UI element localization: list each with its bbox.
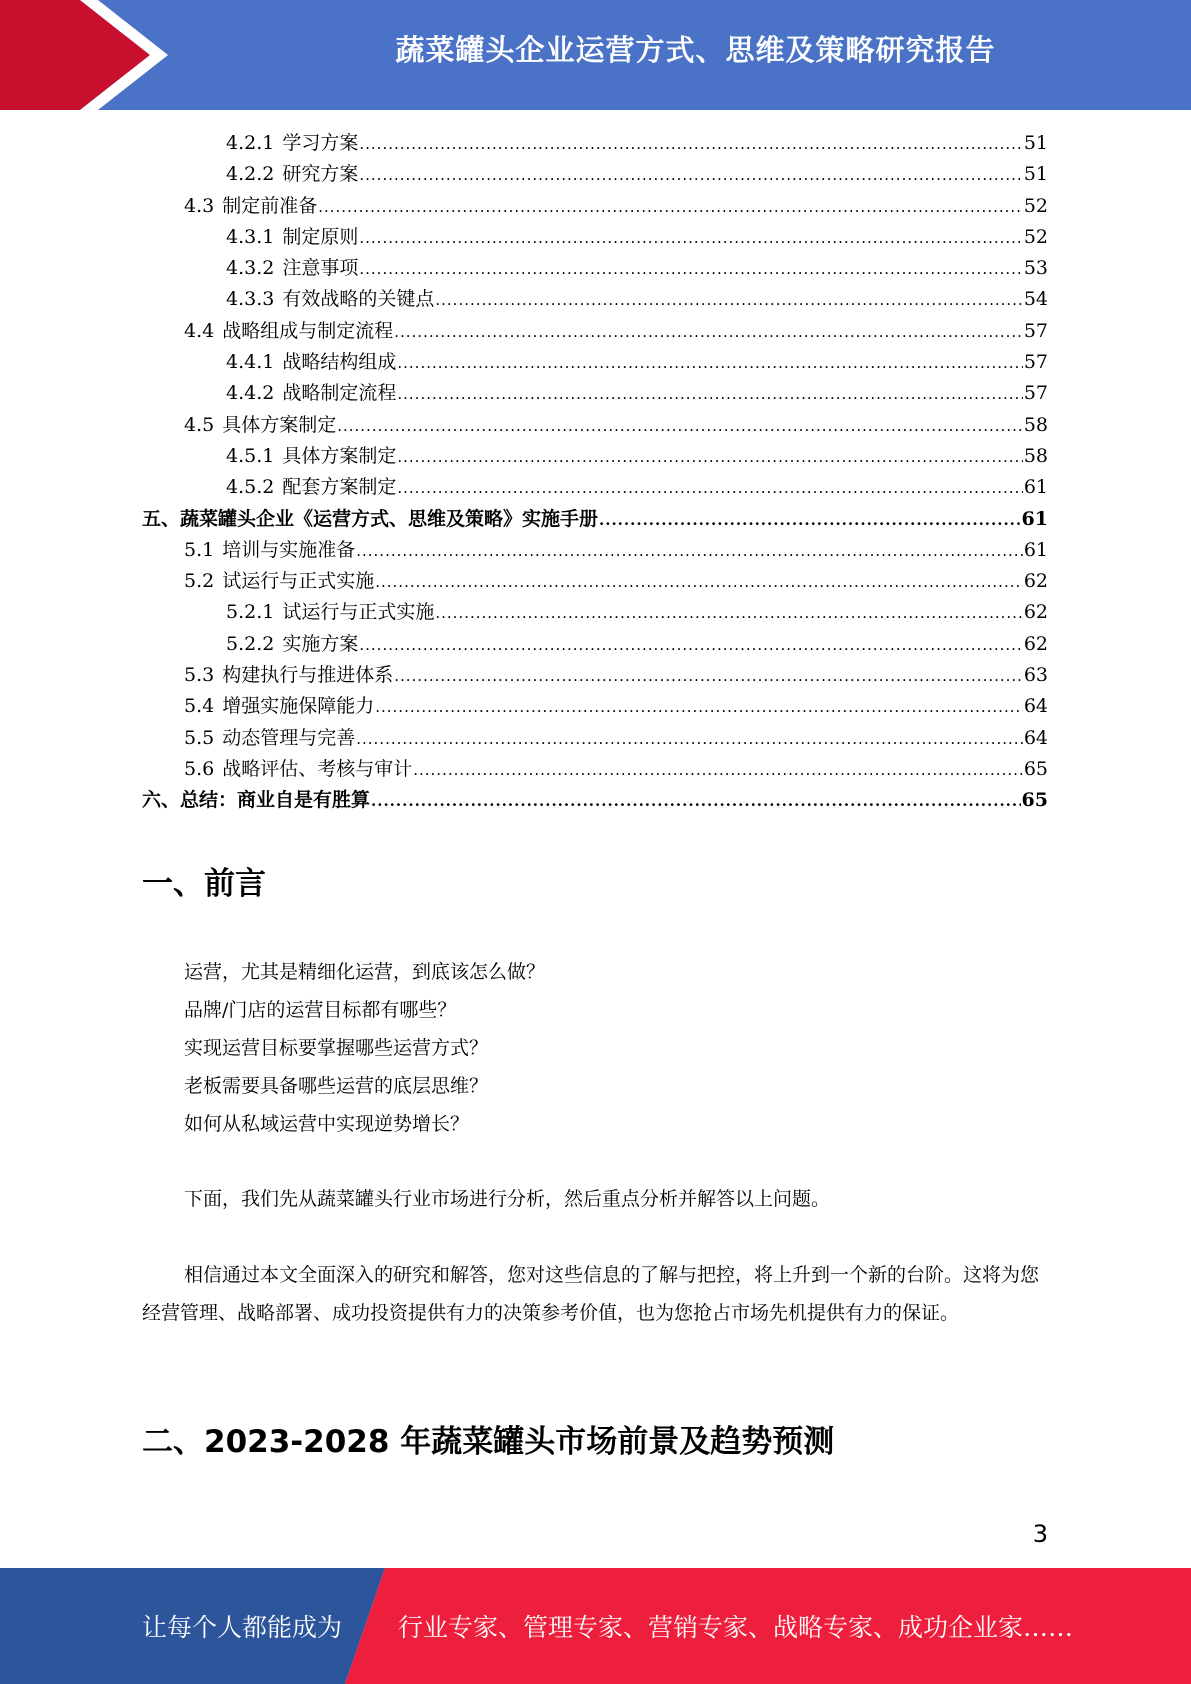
toc-entry[interactable]: [142, 723, 1048, 754]
toc-entry-number: 5.2.2: [226, 632, 275, 655]
toc-entry-page: 62: [1023, 601, 1048, 624]
toc-entry[interactable]: [142, 284, 1048, 315]
toc-entry[interactable]: [142, 378, 1048, 409]
toc-entry-title: 实施方案: [282, 632, 359, 655]
toc-entry[interactable]: [142, 191, 1048, 222]
question-line: 如何从私域运营中实现逆势增长？: [184, 1113, 470, 1135]
intro-paragraph: 下面，我们先从蔬菜罐头行业市场进行分析，然后重点分析并解答以上问题。: [184, 1188, 831, 1210]
toc-dot-leader: [359, 129, 1022, 160]
toc-entry[interactable]: [142, 253, 1048, 284]
toc-dot-leader: [435, 598, 1022, 629]
toc-entry-page: 57: [1023, 351, 1048, 374]
toc-dot-leader: [359, 254, 1022, 285]
toc-entry-page: 53: [1023, 257, 1048, 280]
toc-dot-leader: [359, 160, 1022, 191]
toc-entry-number: 4.4.1: [226, 351, 275, 374]
toc-dot-leader: [397, 379, 1022, 410]
toc-entry-title: 动态管理与完善: [222, 726, 356, 749]
toc-entry-title: 注意事项: [282, 257, 359, 280]
toc-dot-leader: [397, 348, 1022, 379]
toc-entry-title: 制定前准备: [222, 194, 318, 217]
toc-entry-title: 战略结构组成: [282, 351, 397, 374]
toc-entry-page: 64: [1023, 726, 1048, 749]
toc-entry-title: 试运行与正式实施: [222, 570, 375, 593]
toc-entry-title: 研究方案: [282, 163, 359, 186]
toc-dot-leader: [397, 442, 1022, 473]
toc-dot-leader: [394, 661, 1023, 692]
toc-entry-title: 具体方案制定: [222, 413, 337, 436]
toc-dot-leader: [359, 630, 1022, 661]
toc-entry[interactable]: [142, 566, 1048, 597]
toc-dot-leader: [394, 317, 1023, 348]
toc-entry-page: 64: [1023, 695, 1048, 718]
toc-entry-title: 有效战略的关键点: [282, 288, 435, 311]
toc-entry-number: 4.5.1: [226, 444, 275, 467]
toc-entry-number: 5.3: [184, 664, 215, 687]
toc-entry-page: 54: [1023, 288, 1048, 311]
toc-entry-page: 65: [1021, 789, 1048, 812]
toc-entry[interactable]: [142, 691, 1048, 722]
toc-entry[interactable]: [142, 785, 1048, 816]
toc-entry[interactable]: [142, 629, 1048, 660]
toc-entry[interactable]: [142, 535, 1048, 566]
table-of-contents: [142, 128, 1048, 817]
toc-dot-leader: [375, 567, 1023, 598]
report-title: 蔬菜罐头企业运营方式、思维及策略研究报告: [395, 33, 996, 67]
toc-entry-number: 4.3: [184, 194, 215, 217]
toc-dot-leader: [599, 505, 1021, 536]
toc-entry-title: 配套方案制定: [282, 476, 397, 499]
question-line: 品牌/门店的运营目标都有哪些？: [184, 999, 457, 1021]
toc-dot-leader: [435, 285, 1022, 316]
toc-dot-leader: [413, 755, 1023, 786]
toc-entry-title: 构建执行与推进体系: [222, 664, 394, 687]
toc-entry-page: 57: [1023, 382, 1048, 405]
toc-entry-page: 58: [1023, 444, 1048, 467]
question-line: 实现运营目标要掌握哪些运营方式？: [184, 1037, 489, 1059]
toc-entry-number: 4.3.3: [226, 288, 275, 311]
toc-entry-page: 65: [1023, 757, 1048, 780]
toc-entry[interactable]: [142, 410, 1048, 441]
toc-entry[interactable]: [142, 441, 1048, 472]
toc-entry-title: 具体方案制定: [282, 444, 397, 467]
toc-entry-number: 5.2.1: [226, 601, 275, 624]
toc-entry-page: 57: [1023, 319, 1048, 342]
toc-entry-title: 战略制定流程: [282, 382, 397, 405]
toc-dot-leader: [359, 223, 1022, 254]
toc-entry-page: 61: [1023, 476, 1048, 499]
toc-dot-leader: [375, 692, 1023, 723]
toc-entry-title: 试运行与正式实施: [282, 601, 435, 624]
toc-entry-page: 58: [1023, 413, 1048, 436]
toc-entry-number: 5.5: [184, 726, 215, 749]
toc-entry-title: 战略评估、考核与审计: [222, 757, 413, 780]
toc-entry[interactable]: [142, 347, 1048, 378]
section-heading-forecast: 二、2023-2028 年蔬菜罐头市场前景及趋势预测: [142, 1424, 835, 1460]
toc-dot-leader: [397, 473, 1022, 504]
toc-entry-page: 62: [1023, 570, 1048, 593]
toc-entry-number: 4.5.2: [226, 476, 275, 499]
toc-entry-page: 51: [1023, 132, 1048, 154]
toc-entry[interactable]: [142, 660, 1048, 691]
toc-entry[interactable]: [142, 159, 1048, 190]
toc-entry[interactable]: [142, 316, 1048, 347]
toc-entry-page: 62: [1023, 632, 1048, 655]
toc-entry-title: 培训与实施准备: [222, 538, 356, 561]
toc-dot-leader: [337, 411, 1023, 442]
toc-entry-number: 4.4.2: [226, 382, 275, 405]
toc-entry-number: 5.6: [184, 757, 215, 780]
toc-entry-number: 4.4: [184, 319, 215, 342]
toc-entry-number: 4.3.1: [226, 225, 275, 248]
toc-entry[interactable]: [142, 504, 1048, 535]
toc-entry[interactable]: [142, 472, 1048, 503]
page-footer: [0, 1568, 1191, 1684]
toc-dot-leader: [371, 786, 1021, 817]
toc-dot-leader: [318, 192, 1023, 223]
question-line: 老板需要具备哪些运营的底层思维？: [184, 1075, 489, 1097]
toc-entry-number: 4.2.1: [226, 132, 275, 154]
page-number: 3: [1032, 1520, 1048, 1548]
toc-entry-number: 5.1: [184, 538, 215, 561]
toc-entry-title: 增强实施保障能力: [222, 695, 375, 718]
toc-entry-number: 5.4: [184, 695, 215, 718]
question-line: 运营，尤其是精细化运营，到底该怎么做？: [184, 961, 546, 983]
toc-entry-title: 制定原则: [282, 225, 359, 248]
section-heading-preface: 一、前言: [142, 866, 266, 902]
toc-entry-title: 学习方案: [282, 132, 359, 154]
toc-entry-page: 63: [1023, 664, 1048, 687]
toc-entry-title: 战略组成与制定流程: [222, 319, 394, 342]
toc-entry-title: 六、总结：商业自是有胜算: [142, 789, 371, 812]
toc-entry[interactable]: [142, 128, 1048, 159]
toc-entry-page: 52: [1023, 194, 1048, 217]
body-paragraph: 相信通过本文全面深入的研究和解答，您对这些信息的了解与把控，将上升到一个新的台阶。这将为您经营管理、战略部署、成功投资提供有力的决策参考价值，也为您抢占市场先机提供有力的保证。: [142, 1264, 1040, 1324]
page-header: [0, 0, 1191, 110]
toc-entry-page: 61: [1023, 538, 1048, 561]
toc-entry-number: 4.2.2: [226, 163, 275, 186]
toc-entry-number: 4.5: [184, 413, 215, 436]
toc-entry-page: 61: [1021, 507, 1048, 530]
footer-slogan-right: 行业专家、管理专家、营销专家、战略专家、成功企业家……: [398, 1613, 1074, 1642]
toc-entry[interactable]: [142, 754, 1048, 785]
toc-entry-number: 5.2: [184, 570, 215, 593]
toc-entry-page: 51: [1023, 163, 1048, 186]
toc-entry-number: 4.3.2: [226, 257, 275, 280]
toc-entry[interactable]: [142, 222, 1048, 253]
toc-dot-leader: [356, 724, 1023, 755]
toc-dot-leader: [356, 536, 1023, 567]
footer-slogan-left: 让每个人都能成为: [142, 1613, 343, 1642]
toc-entry[interactable]: [142, 597, 1048, 628]
toc-entry-title: 五、蔬菜罐头企业《运营方式、思维及策略》实施手册: [142, 507, 599, 530]
toc-entry-page: 52: [1023, 225, 1048, 248]
